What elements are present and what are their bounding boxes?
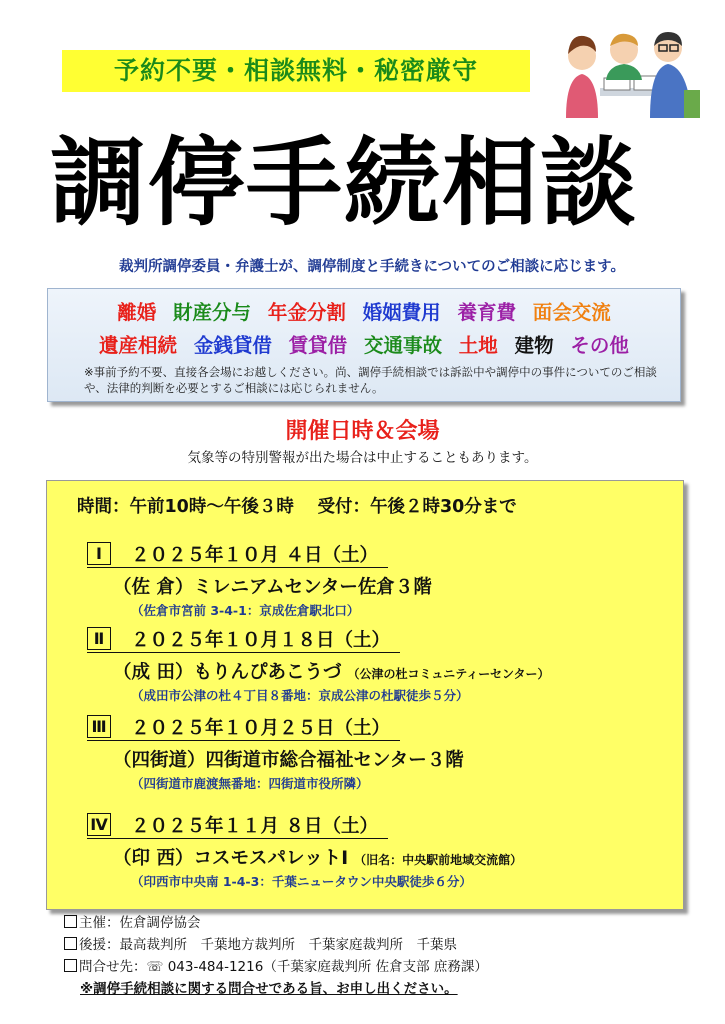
support-text: 後援：最高裁判所 千葉地方裁判所 千葉家庭裁判所 千葉県 — [79, 937, 457, 953]
footer — [64, 912, 684, 1000]
session-date — [87, 626, 400, 653]
topic-item: 面会交流 — [532, 301, 611, 324]
session-number: Ⅳ — [87, 813, 111, 836]
subtitle: 裁判所調停委員・弁護士が、調停制度と手続きについてのご相談に応じます。 — [118, 259, 626, 275]
session-venue — [113, 844, 522, 870]
session-address: （佐倉市宮前 3-4-1：京成佐倉駅北口） — [131, 603, 360, 618]
session-item — [47, 541, 683, 631]
topics-box — [47, 288, 681, 402]
topic-item: 賃貸借 — [288, 334, 348, 357]
session-date-text: ２０２５年１１月 ８日（土） — [131, 816, 378, 837]
tagline-banner: 予約不要・相談無料・秘密厳守 — [62, 50, 530, 92]
session-venue — [113, 658, 550, 684]
footer-contact — [64, 956, 684, 978]
contact-label: 問合せ先： — [79, 959, 147, 975]
topic-item: 建物 — [514, 334, 554, 357]
session-number: Ⅱ — [87, 627, 111, 650]
session-item — [47, 626, 683, 716]
checkbox-icon — [64, 937, 77, 950]
session-date-text: ２０２５年１０月２５日（土） — [131, 718, 391, 739]
topic-item: 財産分与 — [173, 301, 252, 324]
topics-note: ※事前予約不要、直接各会場にお越しください。尚、調停手続相談では訴訟中や調停中の事件についてのご相談や、法律的判断を必要とするご相談には応じられません。 — [84, 365, 657, 395]
schedule-box — [46, 480, 684, 910]
session-date — [87, 541, 388, 568]
topic-row — [48, 297, 680, 325]
topic-item: 年金分割 — [267, 301, 346, 324]
main-title: 調停手続相談 — [50, 127, 638, 239]
session-date-text: ２０２５年１０月 ４日（土） — [131, 545, 378, 566]
footer-support — [64, 934, 684, 956]
session-item — [47, 714, 683, 804]
topic-item: 交通事故 — [363, 334, 442, 357]
topic-item: 離婚 — [117, 301, 157, 324]
session-venue-note: （旧名：中央駅前地域交流館） — [354, 853, 523, 867]
time-line: 時間：午前10時～午後３時 受付：午後２時30分まで — [77, 497, 517, 517]
session-date — [87, 714, 400, 741]
phone-icon: ☏ — [146, 959, 164, 975]
session-venue-note: （公津の杜コミュニティーセンター） — [347, 667, 550, 681]
session-item — [47, 812, 683, 902]
session-venue — [113, 573, 438, 599]
checkbox-icon — [64, 915, 77, 928]
session-venue-text: （成 田）もりんぴあこうづ — [113, 662, 342, 683]
session-venue-text: （印 西）コスモスパレットⅠ — [113, 848, 349, 869]
checkbox-icon — [64, 959, 77, 972]
session-address: （印西市中央南 1-4-3：千葉ニュータウン中央駅徒歩６分） — [131, 874, 472, 889]
topic-row — [48, 330, 680, 358]
footer-note: ※調停手続相談に関する問合せである旨、お申し出ください。 — [80, 981, 458, 997]
topic-item: 養育費 — [457, 301, 516, 324]
topic-item: 遺産相続 — [99, 334, 178, 357]
session-number: Ⅲ — [87, 715, 111, 738]
topic-item: その他 — [570, 334, 629, 357]
session-venue-text: （佐 倉）ミレニアムセンター佐倉３階 — [113, 577, 432, 598]
topic-item: 土地 — [458, 334, 498, 357]
session-venue-text: （四街道）四街道市総合福祉センター３階 — [113, 750, 464, 771]
session-venue — [113, 746, 470, 772]
session-number: Ⅰ — [87, 542, 111, 565]
schedule-title: 開催日時＆会場 — [285, 419, 440, 444]
weather-note: 気象等の特別警報が出た場合は中止することもあります。 — [187, 450, 538, 466]
session-date-text: ２０２５年１０月１８日（土） — [131, 630, 391, 651]
topic-item: 婚姻費用 — [362, 301, 441, 324]
session-address: （四街道市鹿渡無番地：四街道市役所隣） — [131, 776, 369, 791]
consultation-illustration-icon — [560, 18, 700, 118]
session-date — [87, 812, 388, 839]
footer-organizer — [64, 912, 684, 934]
organizer-text: 主催：佐倉調停協会 — [79, 915, 201, 931]
session-address: （成田市公津の杜４丁目８番地：京成公津の杜駅徒歩５分） — [131, 688, 469, 703]
topic-item: 金銭貸借 — [193, 334, 272, 357]
contact-phone: 043-484-1216（千葉家庭裁判所 佐倉支部 庶務課） — [167, 959, 488, 975]
